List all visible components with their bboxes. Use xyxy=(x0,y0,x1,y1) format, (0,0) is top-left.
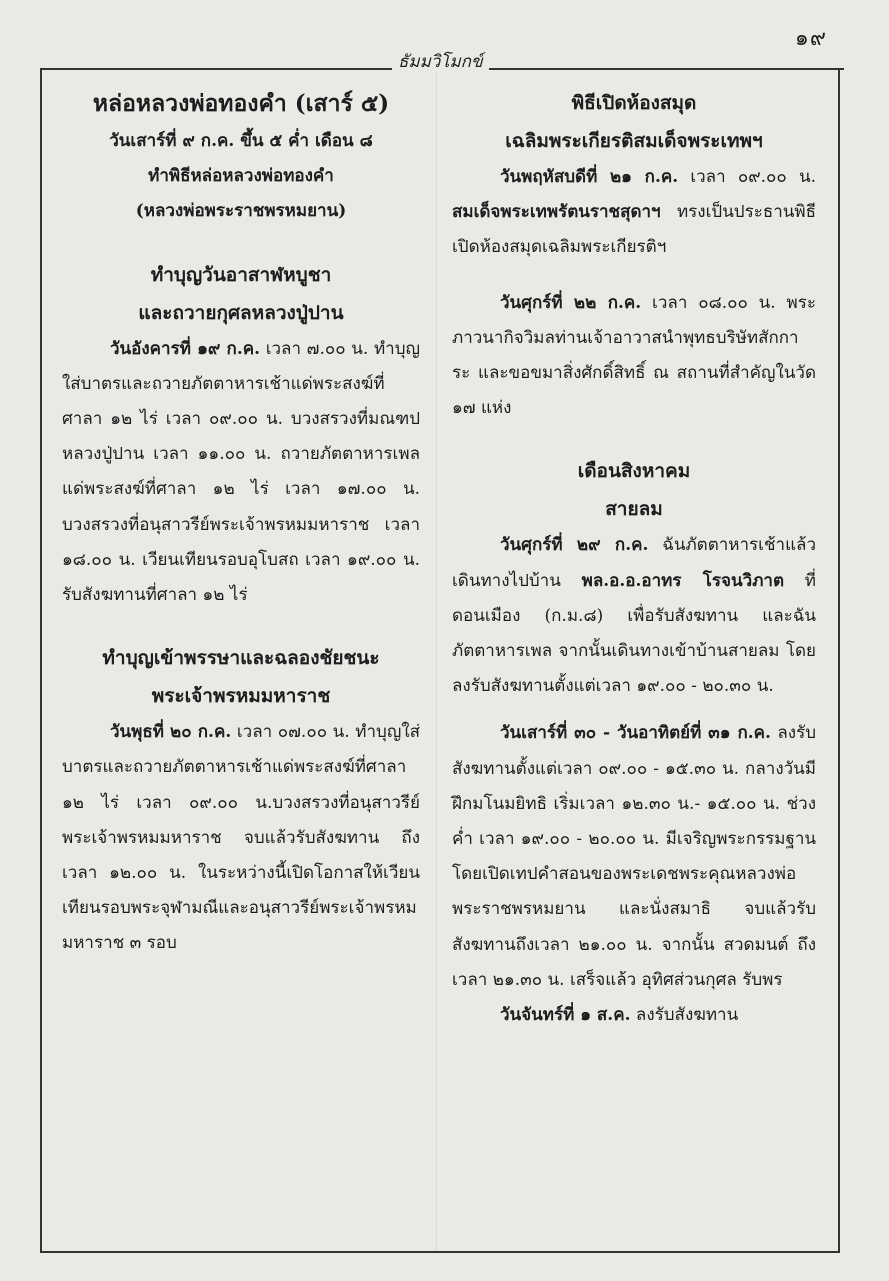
khao-phansa-paragraph xyxy=(62,715,420,961)
golden-buddha-line3: (หลวงพ่อพระราชพรหมยาน) xyxy=(135,201,347,222)
section-title-asalha-2: และถวายกุศลหลวงปู่ปาน xyxy=(138,301,344,324)
worship-text: เวลา ๐๘.๐๐ น. พระภาวนากิจวิมลท่านเจ้าอาวาสนำพุทธบริษัทสักการะ และขอขมาสิ่งศักดิ์สิทธิ์ ณ สถานที่สำคัญในวัด ๑๗ แห่ง xyxy=(452,292,817,419)
sailom-text-1a: ฉันภัตตาหารเช้าแล้ว เดินทางไปบ้าน xyxy=(452,535,816,591)
library-princess: สมเด็จพระเทพรัตนราชสุดาฯ xyxy=(452,202,661,223)
sailom-date-2: วันเสาร์ที่ ๓๐ - วันอาทิตย์ที่ ๓๑ ก.ค. xyxy=(500,723,771,744)
sailom-text-3: ลงรับสังฆทาน xyxy=(635,1005,739,1026)
asalha-text: เวลา ๗.๐๐ น. ทำบุญใส่บาตรและถวายภัตตาหารเช้าแด่พระสงฆ์ที่ศาลา ๑๒ ไร่ เวลา ๐๙.๐๐ น. บวงสรวงที่มณฑปหลวงปู่ปาน เวลา ๑๑.๐๐ น. ถวายภัตตาหารเพลแด่พระสงฆ์ที่ศาลา ๑๒ ไร่ เวลา ๑๗.๐๐ น. บวงสรวงที่อนุสาวรีย์พระเจ้าพรหมมหาราช เวลา ๑๘.๐๐ น. เวียนเทียนรอบอุโบสถ เวลา ๑๙.๐๐ น. รับสังฆทานที่ศาลา ๑๒ ไร่ xyxy=(62,338,420,606)
sailom-date-1: วันศุกร์ที่ ๒๙ ก.ค. xyxy=(500,535,649,556)
khao-phansa-text: เวลา ๐๗.๐๐ น. ทำบุญใส่บาตรและถวายภัตตาหารเช้าแด่พระสงฆ์ที่ศาลา ๑๒ ไร่ เวลา ๐๙.๐๐ น.บวงสรวงที่อนุสาวรีย์พระเจ้าพรหมมหาราช จบแล้วรับสังฆทาน ถึงเวลา ๑๒.๐๐ น. ในระหว่างนี้เปิดโอกาสให้เวียนเทียนรอบพระจุฬามณีและอนุสาวรีย์พระเจ้าพรหมมหาราช ๓ รอบ xyxy=(62,722,420,954)
sailom-host-name: พล.อ.อ.อาทร โรจนวิภาต xyxy=(581,570,784,591)
worship-date: วันศุกร์ที่ ๒๒ ก.ค. xyxy=(500,292,642,313)
section-title-golden-buddha: หล่อหลวงพ่อทองคำ (เสาร์ ๕) xyxy=(92,90,390,117)
sailom-paragraph-1 xyxy=(452,528,816,704)
section-title-asalha-1: ทำบุญวันอาสาฬหบูชา xyxy=(150,263,332,286)
column-divider xyxy=(436,72,437,1252)
library-date: วันพฤหัสบดีที่ ๒๑ ก.ค. xyxy=(500,167,679,187)
right-column xyxy=(452,84,816,1033)
section-title-library-1: พิธีเปิดห้องสมุด xyxy=(571,92,697,114)
running-title: ธัมมวิโมกข์ xyxy=(392,48,489,75)
sailom-paragraph-3 xyxy=(452,998,816,1033)
sailom-text-2: ลงรับสังฆทานตั้งแต่เวลา ๐๙.๐๐ - ๑๕.๓๐ น. กลางวันมีฝึกมโนมยิทธิ เริ่มเวลา ๑๒.๓๐ น.- ๑๕.๐๐ น. ช่วงค่ำ เวลา ๑๙.๐๐ - ๒๐.๐๐ น. มีเจริญพระกรรมฐาน โดยเปิดเทปคำสอนของพระเดชพระคุณหลวงพ่อพระราชพรหมยาน และนั่งสมาธิ จบแล้วรับสังฆทานถึงเวลา ๒๑.๐๐ น. จากนั้น สวดมนต์ ถึงเวลา ๒๑.๓๐ น. เสร็จแล้ว อุทิศส่วนกุศล รับพร xyxy=(452,723,816,990)
section-title-library-2: เฉลิมพระเกียรติสมเด็จพระเทพฯ xyxy=(505,130,763,152)
worship-paragraph xyxy=(452,286,816,427)
sailom-date-3: วันจันทร์ที่ ๑ ส.ค. xyxy=(500,1005,631,1026)
library-paragraph xyxy=(452,160,816,266)
golden-buddha-line2: ทำพิธีหล่อหลวงพ่อทองคำ xyxy=(148,166,334,187)
sailom-paragraph-2 xyxy=(452,716,816,998)
page-number: ๑๙ xyxy=(794,26,827,51)
month-heading: เดือนสิงหาคม xyxy=(577,460,691,483)
section-title-khao-phansa-2: พระเจ้าพรหมมหาราช xyxy=(151,685,331,708)
golden-buddha-date: วันเสาร์ที่ ๙ ก.ค. ขึ้น ๕ ค่ำ เดือน ๘ xyxy=(109,131,373,151)
section-title-khao-phansa-1: ทำบุญเข้าพรรษาและฉลองชัยชนะ xyxy=(102,647,380,670)
asalha-date: วันอังคารที่ ๑๙ ก.ค. xyxy=(110,338,261,359)
left-column xyxy=(62,84,420,962)
place-heading: สายลม xyxy=(605,498,663,521)
khao-phansa-date: วันพุธที่ ๒๐ ก.ค. xyxy=(110,722,232,743)
asalha-paragraph xyxy=(62,332,420,614)
sailom-text-1b: ที่ดอนเมือง (ก.ม.๘) เพื่อรับสังฆทาน และฉันภัตตาหารเพล จากนั้นเดินทางเข้าบ้านสายลม โดยลงรับสังฆทานตั้งแต่เวลา ๑๙.๐๐ - ๒๐.๓๐ น. xyxy=(452,570,816,697)
library-time: เวลา ๐๙.๐๐ น. xyxy=(690,167,816,187)
library-text: ทรงเป็นประธานพิธีเปิดห้องสมุดเฉลิมพระเกียรติฯ xyxy=(452,202,816,258)
